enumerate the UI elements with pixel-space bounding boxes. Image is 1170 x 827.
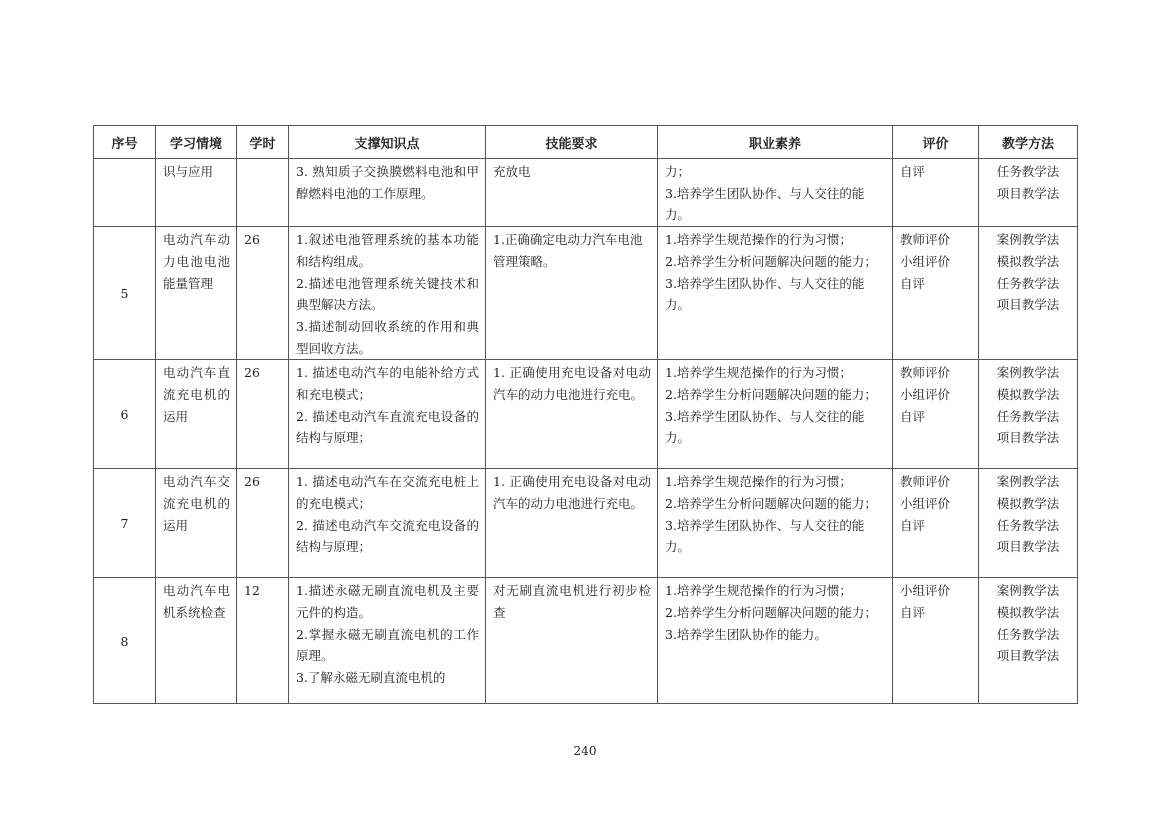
header-method: 教学方法 [979, 126, 1078, 159]
row-skill: 1. 正确使用充电设备对电动汽车的动力电池进行充电。 [486, 360, 658, 469]
row-no: 7 [94, 469, 156, 578]
row-quality: 1.培养学生规范操作的行为习惯； 2.培养学生分析问题解决问题的能力； 3.培养学生团队协作的能力。 [658, 578, 893, 704]
row-evaluation: 教师评价 小组评价 自评 [893, 469, 979, 578]
table-row [94, 469, 1078, 578]
row-no: 5 [94, 227, 156, 360]
row-hours: 26 [237, 360, 289, 469]
row-no [94, 159, 156, 227]
table-row [94, 360, 1078, 469]
table-row [94, 227, 1078, 360]
row-evaluation: 自评 [893, 159, 979, 227]
row-skill: 1.正确确定电动力汽车电池管理策略。 [486, 227, 658, 360]
row-situation: 电动汽车直流充电机的运用 [156, 360, 237, 469]
row-knowledge: 3. 熟知质子交换膜燃料电池和甲醇燃料电池的工作原理。 [289, 159, 486, 227]
row-quality: 力； 3.培养学生团队协作、与人交往的能力。 [658, 159, 893, 227]
row-quality: 1.培养学生规范操作的行为习惯； 2.培养学生分析问题解决问题的能力； 3.培养学生团队协作、与人交往的能力。 [658, 469, 893, 578]
row-knowledge: 1. 描述电动汽车在交流充电桩上的充电模式； 2. 描述电动汽车交流充电设备的结构与原理； [289, 469, 486, 578]
header-row [94, 126, 1078, 159]
row-situation: 电动汽车交流充电机的运用 [156, 469, 237, 578]
row-no: 8 [94, 578, 156, 704]
row-method: 案例教学法 模拟教学法 任务教学法 项目教学法 [979, 360, 1078, 469]
table-row [94, 578, 1078, 704]
header-situation: 学习情境 [156, 126, 237, 159]
row-knowledge: 1.叙述电池管理系统的基本功能和结构组成。 2.描述电池管理系统关键技术和典型解决方法。 3.描述制动回收系统的作用和典型回收方法。 [289, 227, 486, 360]
row-hours: 12 [237, 578, 289, 704]
row-knowledge: 1.描述永磁无刷直流电机及主要元件的构造。 2.掌握永磁无刷直流电机的工作原理。 3.了解永磁无刷直流电机的 [289, 578, 486, 704]
row-hours [237, 159, 289, 227]
row-method: 案例教学法 模拟教学法 任务教学法 项目教学法 [979, 578, 1078, 704]
table-row [94, 159, 1078, 227]
header-skill: 技能要求 [486, 126, 658, 159]
row-skill: 对无刷直流电机进行初步检查 [486, 578, 658, 704]
row-knowledge: 1. 描述电动汽车的电能补给方式和充电模式； 2. 描述电动汽车直流充电设备的结构与原理； [289, 360, 486, 469]
row-skill: 1. 正确使用充电设备对电动汽车的动力电池进行充电。 [486, 469, 658, 578]
row-hours: 26 [237, 227, 289, 360]
row-situation: 识与应用 [156, 159, 237, 227]
curriculum-table [93, 125, 1078, 704]
row-evaluation: 小组评价 自评 [893, 578, 979, 704]
page-number: 240 [573, 744, 597, 758]
row-method: 任务教学法 项目教学法 [979, 159, 1078, 227]
row-quality: 1.培养学生规范操作的行为习惯； 2.培养学生分析问题解决问题的能力； 3.培养学生团队协作、与人交往的能力。 [658, 227, 893, 360]
header-hours: 学时 [237, 126, 289, 159]
row-evaluation: 教师评价 小组评价 自评 [893, 227, 979, 360]
header-quality: 职业素养 [658, 126, 893, 159]
row-method: 案例教学法 模拟教学法 任务教学法 项目教学法 [979, 469, 1078, 578]
row-evaluation: 教师评价 小组评价 自评 [893, 360, 979, 469]
row-situation: 电动汽车动力电池电池能量管理 [156, 227, 237, 360]
row-method: 案例教学法 模拟教学法 任务教学法 项目教学法 [979, 227, 1078, 360]
row-hours: 26 [237, 469, 289, 578]
row-situation: 电动汽车电机系统检查 [156, 578, 237, 704]
header-knowledge: 支撑知识点 [289, 126, 486, 159]
header-no: 序号 [94, 126, 156, 159]
header-evaluation: 评价 [893, 126, 979, 159]
row-skill: 充放电 [486, 159, 658, 227]
row-quality: 1.培养学生规范操作的行为习惯； 2.培养学生分析问题解决问题的能力； 3.培养学生团队协作、与人交往的能力。 [658, 360, 893, 469]
row-no: 6 [94, 360, 156, 469]
